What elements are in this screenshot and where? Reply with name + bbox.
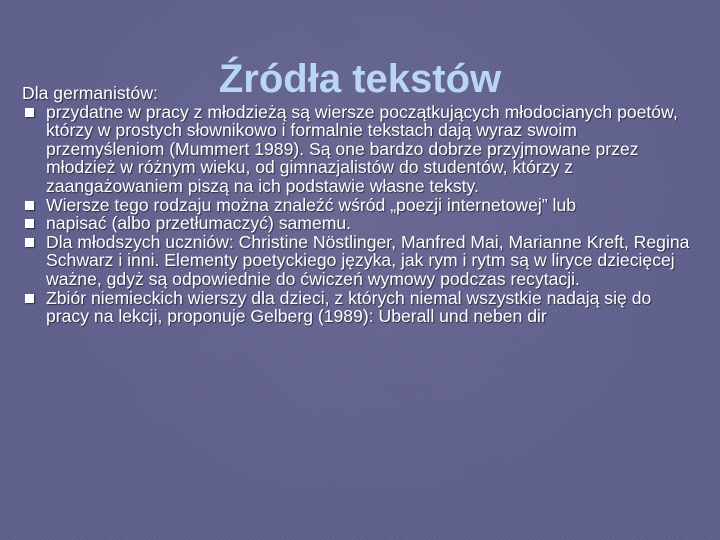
square-bullet-icon [25, 294, 34, 303]
intro-line: Dla germanistów: [22, 83, 158, 103]
bullet-item [22, 214, 698, 233]
bullet-list [22, 103, 698, 326]
bullet-item [22, 289, 698, 326]
square-bullet-icon [25, 219, 34, 228]
bullet-text: przydatne w pracy z młodzieżą są wiersze początkujących młodocianych poetów, którzy w prostych słownikowo i formalnie tekstach dają wyraz swoim przemyśleniom (Mummert 1989). Są one bardzo dobrze przyjmowane przez młodzież w różnym wieku, od gimnazjalistów do studentów, którzy z zaangażowaniem piszą na ich podstawie własne teksty. [46, 101, 678, 196]
square-bullet-icon [25, 238, 34, 247]
bullet-text: napisać (albo przetłumaczyć) samemu. [46, 213, 352, 234]
bullet-item [22, 196, 698, 215]
square-bullet-icon [25, 201, 34, 210]
bullet-text: Wiersze tego rodzaju można znaleźć wśród „poezji internetowej” lub [46, 194, 577, 215]
bullet-item [22, 233, 698, 289]
slide-title: Źródła tekstów [218, 56, 502, 101]
square-bullet-icon [25, 108, 34, 117]
bullet-text: Zbiór niemieckich wierszy dla dzieci, z których niemal wszystkie nadają się do pracy na lekcji, proponuje Gelberg (1989): Uberall und neben dir [46, 287, 652, 327]
slide-body [22, 84, 698, 326]
bullet-text: Dla młodszych uczniów: Christine Nöstlinger, Manfred Mai, Marianne Kreft, Regina Schwarz i inni. Elementy poetyckiego języka, jak rym i rytm są w liryce dziecięcej ważne, gdyż są odpowiednie do ćwiczeń wymowy podczas recytacji. [46, 231, 690, 289]
bullet-item [22, 103, 698, 196]
